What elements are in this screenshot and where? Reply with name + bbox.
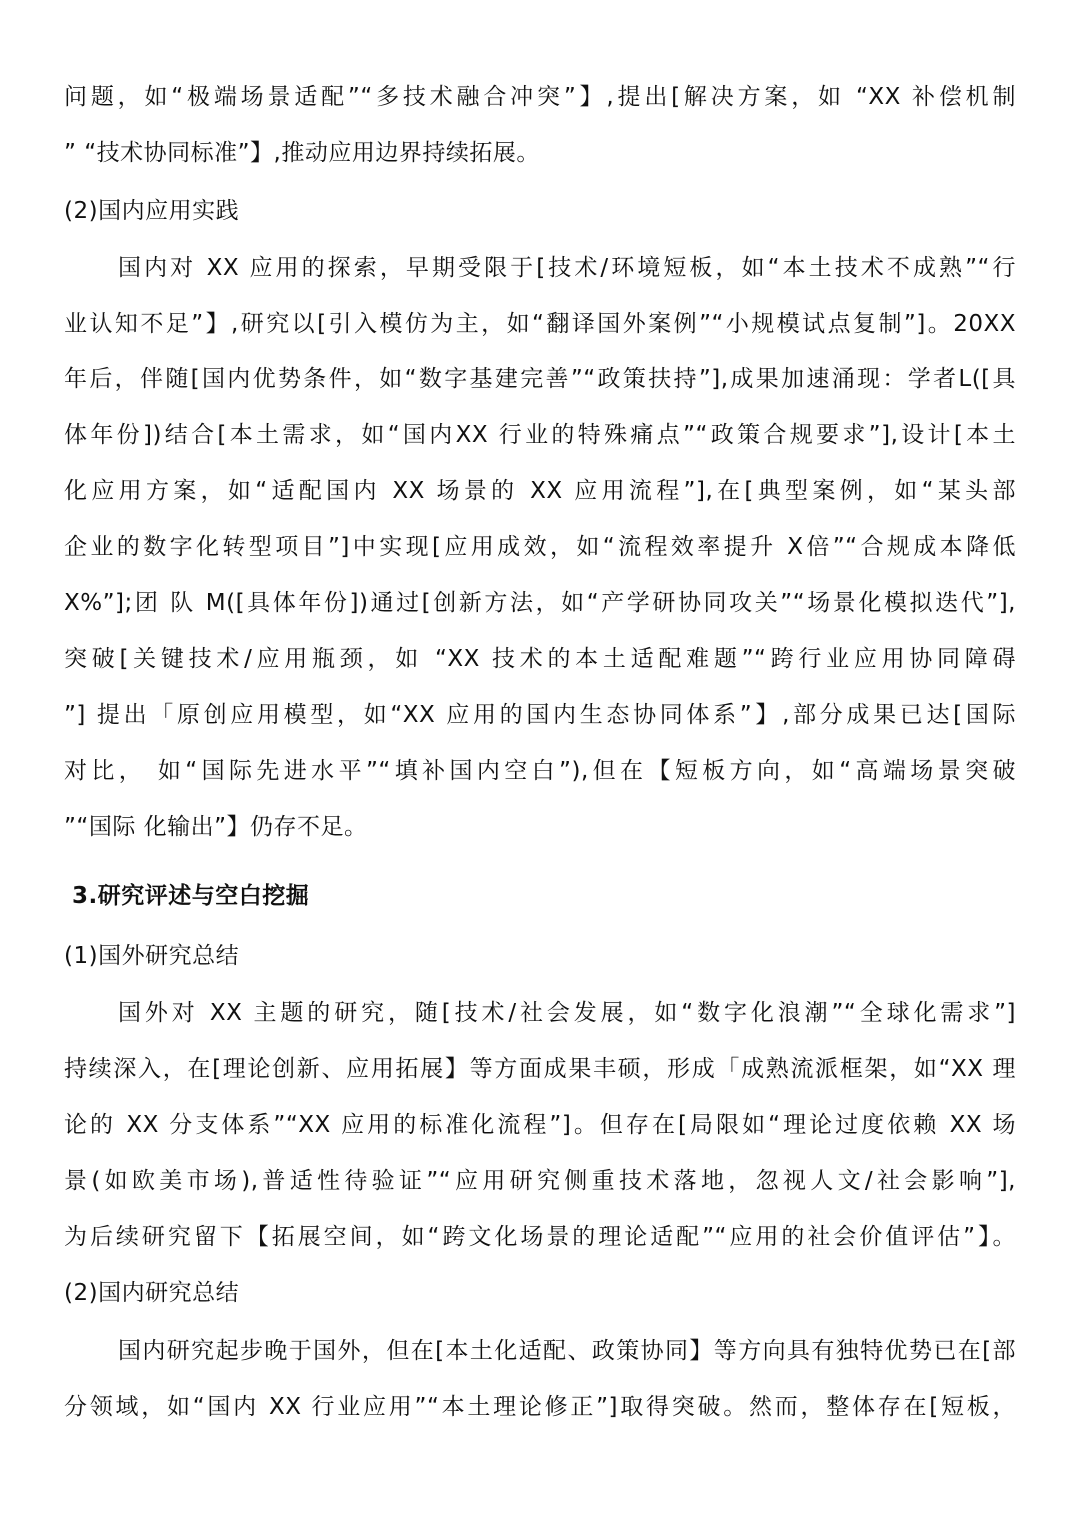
text-line: 业认知不足”】,研究以[引入模仿为主，如“翻译国外案例”“小规模试点复制”]。20XX (64, 311, 1016, 337)
text-line: 国内对 XX 应用的探索，早期受限于[技术/环境短板，如“本土技术不成熟”“行 (118, 255, 1016, 281)
text-line: 分领域，如“国内 XX 行业应用”“本土理论修正”]取得突破。然而，整体存在[短板， (64, 1394, 1016, 1420)
text-line: ”] 提出「原创应用模型，如“XX 应用的国内生态协同体系”】,部分成果已达[国际 (64, 702, 1016, 728)
text-line: 企业的数字化转型项目”]中实现[应用成效，如“流程效率提升 X倍”“合规成本降低 (64, 534, 1016, 560)
text-line: 为后续研究留下【拓展空间，如“跨文化场景的理论适配”“应用的社会价值评估”】。 (64, 1224, 1016, 1250)
text-line: X%”];团 队 M([具体年份])通过[创新方法，如“产学研协同攻关”“场景化模拟迭代”], (64, 590, 1016, 616)
text-line: 持续深入，在[理论创新、应用拓展】等方面成果丰硕，形成「成熟流派框架，如“XX 理 (64, 1056, 1016, 1082)
text-line: ”“国际 化输出”】仍存不足。 (64, 814, 368, 840)
subheading-domestic-practice: (2)国内应用实践 (64, 198, 240, 224)
section-heading: 3.研究评述与空白挖掘 (72, 883, 310, 909)
subheading-domestic-summary: (2)国内研究总结 (64, 1280, 240, 1306)
text-line: ” “技术协同标准”】,推动应用边界持续拓展。 (64, 140, 540, 166)
text-line: 国外对 XX 主题的研究，随[技术/社会发展，如“数字化浪潮”“全球化需求”] (118, 1000, 1016, 1026)
text-line: 问题，如“极端场景适配”“多技术融合冲突”】,提出[解决方案，如 “XX 补偿机制 (64, 84, 1016, 110)
subheading-intl-summary: (1)国外研究总结 (64, 943, 240, 969)
text-line: 景(如欧美市场),普适性待验证”“应用研究侧重技术落地，忽视人文/社会影响”], (64, 1168, 1016, 1194)
text-line: 论的 XX 分支体系”“XX 应用的标准化流程”]。但存在[局限如“理论过度依赖 XX 场 (64, 1112, 1016, 1138)
text-line: 对比， 如“国际先进水平”“填补国内空白”),但在【短板方向，如“高端场景突破 (64, 758, 1016, 784)
text-line: 突破[关键技术/应用瓶颈，如 “XX 技术的本土适配难题”“跨行业应用协同障碍 (64, 646, 1016, 672)
text-line: 化应用方案，如“适配国内 XX 场景的 XX 应用流程”],在[典型案例，如“某头部 (64, 478, 1016, 504)
text-line: 国内研究起步晚于国外，但在[本土化适配、政策协同】等方向具有独特优势已在[部 (118, 1338, 1016, 1364)
text-line: 年后，伴随[国内优势条件，如“数字基建完善”“政策扶持”],成果加速涌现：学者L([具 (64, 366, 1016, 392)
text-line: 体年份])结合[本土需求，如“国内XX 行业的特殊痛点”“政策合规要求”],设计[本土 (64, 422, 1016, 448)
